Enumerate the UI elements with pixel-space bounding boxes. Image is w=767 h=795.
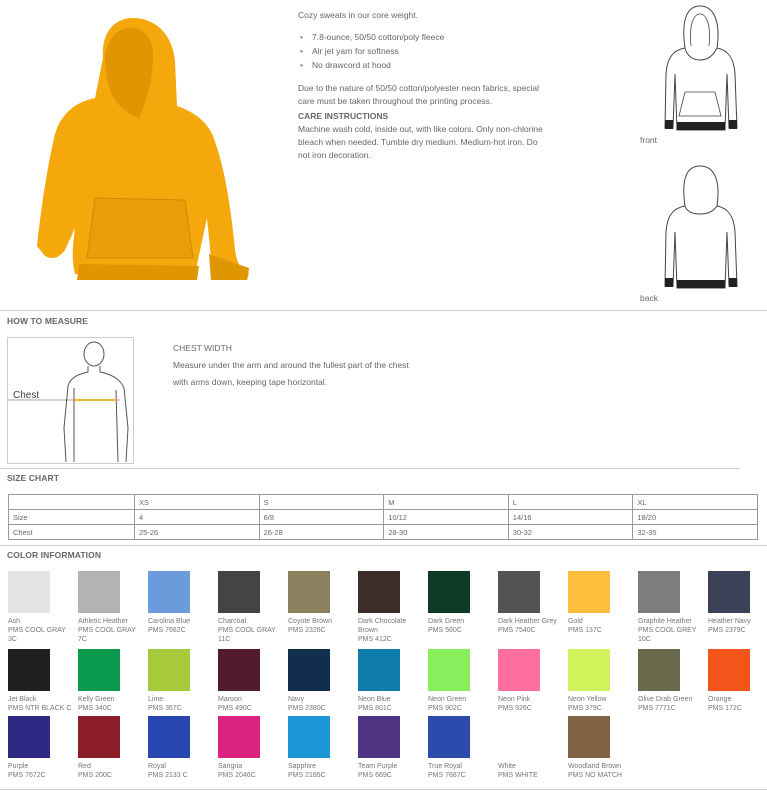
color-swatch-item bbox=[708, 649, 767, 713]
color-swatch bbox=[148, 571, 190, 613]
table-cell: 14/16 bbox=[508, 510, 633, 525]
divider bbox=[0, 468, 740, 469]
color-pms: PMS COOL GRAY 7C bbox=[78, 627, 136, 643]
color-swatch-item bbox=[148, 716, 216, 780]
color-name: Purple bbox=[8, 763, 29, 770]
color-name: Lime bbox=[148, 696, 164, 703]
color-swatch bbox=[148, 716, 190, 758]
neon-note: Due to the nature of 50/50 cotton/polyester neon fabrics, special care must be taken throughout the printing process. bbox=[298, 83, 539, 106]
color-swatch-item bbox=[288, 649, 356, 713]
color-pms: PMS 379C bbox=[568, 705, 602, 712]
color-swatch-item bbox=[148, 571, 216, 635]
color-name: Graphite Heather bbox=[638, 618, 692, 625]
color-name: Neon Green bbox=[428, 696, 467, 703]
color-swatch-item bbox=[568, 716, 636, 780]
color-pms: PMS 2133 C bbox=[148, 772, 188, 779]
color-swatch bbox=[568, 571, 610, 613]
color-pms: PMS 2380C bbox=[288, 705, 326, 712]
color-swatch bbox=[568, 649, 610, 691]
table-header-cell: XL bbox=[633, 495, 758, 510]
color-swatch-item bbox=[218, 649, 286, 713]
feature-list bbox=[298, 30, 548, 72]
color-swatch-item bbox=[498, 716, 566, 780]
color-name: Jet Black bbox=[8, 696, 37, 703]
color-swatch-item bbox=[78, 571, 146, 644]
color-pms: PMS 926C bbox=[498, 705, 532, 712]
color-name: Navy bbox=[288, 696, 304, 703]
table-cell: 6/8 bbox=[259, 510, 384, 525]
color-swatch bbox=[78, 649, 120, 691]
color-swatch bbox=[498, 649, 540, 691]
color-swatch-item bbox=[568, 571, 636, 635]
color-pms: PMS COOL GRAY 11C bbox=[218, 627, 276, 643]
color-pms: PMS 2379C bbox=[708, 627, 746, 634]
description-intro: Cozy sweats in our core weight. bbox=[298, 10, 418, 20]
back-sketch-image bbox=[663, 164, 738, 292]
color-name: Carolina Blue bbox=[148, 618, 191, 625]
color-swatch-item bbox=[568, 649, 636, 713]
color-swatch-item bbox=[708, 571, 767, 635]
color-swatch-item bbox=[428, 571, 496, 635]
color-swatch bbox=[358, 649, 400, 691]
care-title: CARE INSTRUCTIONS bbox=[298, 111, 389, 121]
feature-item: • No drawcord at hood bbox=[298, 58, 548, 72]
color-pms: PMS 200C bbox=[78, 772, 112, 779]
table-cell: 30-32 bbox=[508, 525, 633, 540]
color-name: Orange bbox=[708, 696, 732, 703]
color-swatch bbox=[638, 571, 680, 613]
chest-label: Chest bbox=[13, 390, 40, 401]
table-row bbox=[9, 510, 758, 525]
color-swatch bbox=[218, 649, 260, 691]
color-swatch bbox=[428, 571, 470, 613]
color-swatch bbox=[218, 571, 260, 613]
color-pms: PMS 412C bbox=[358, 636, 392, 643]
color-swatch-item bbox=[78, 716, 146, 780]
color-pms: PMS 902C bbox=[428, 705, 462, 712]
color-swatch-item bbox=[288, 571, 356, 635]
color-pms: PMS 7672C bbox=[8, 772, 46, 779]
color-swatch-item bbox=[218, 716, 286, 780]
color-name: True Royal bbox=[428, 763, 462, 770]
color-name: Dark Green bbox=[428, 618, 465, 625]
color-name: Woodland Brown bbox=[568, 763, 622, 770]
color-swatch-item bbox=[8, 649, 76, 713]
color-swatch bbox=[568, 716, 610, 758]
color-swatch-item bbox=[8, 571, 76, 644]
measure-instructions bbox=[173, 340, 453, 391]
color-name: White bbox=[498, 763, 516, 770]
color-swatch bbox=[148, 649, 190, 691]
table-row bbox=[9, 525, 758, 540]
table-cell: 10/12 bbox=[384, 510, 509, 525]
color-swatch-item bbox=[78, 649, 146, 713]
color-name: Sapphire bbox=[288, 763, 317, 770]
table-header-cell: S bbox=[259, 495, 384, 510]
table-header-cell bbox=[9, 495, 135, 510]
color-pms: PMS 2326C bbox=[288, 627, 326, 634]
color-pms: PMS 669C bbox=[358, 772, 392, 779]
color-pms: PMS 7682C bbox=[148, 627, 186, 634]
color-name: Royal bbox=[148, 763, 166, 770]
table-cell: 28-30 bbox=[384, 525, 509, 540]
color-name: Dark Chocolate Brown bbox=[358, 618, 407, 634]
color-name: Heather Navy bbox=[708, 618, 751, 625]
feature-item: • 7.8-ounce, 50/50 cotton/poly fleece bbox=[298, 30, 548, 44]
color-swatch bbox=[428, 716, 470, 758]
color-name: Olive Drab Green bbox=[638, 696, 693, 703]
table-header-row bbox=[9, 495, 758, 510]
color-pms: PMS 172C bbox=[708, 705, 742, 712]
color-swatch bbox=[498, 716, 540, 758]
table-cell: 4 bbox=[135, 510, 260, 525]
color-swatch bbox=[358, 571, 400, 613]
color-name: Ash bbox=[8, 618, 21, 625]
color-swatch bbox=[358, 716, 400, 758]
product-photo bbox=[35, 18, 250, 280]
color-pms: PMS 560C bbox=[428, 627, 462, 634]
table-header-cell: XS bbox=[135, 495, 260, 510]
color-swatch-item bbox=[498, 649, 566, 713]
color-swatch bbox=[638, 649, 680, 691]
measure-text-line: with arms down, keeping tape horizontal. bbox=[173, 377, 328, 387]
color-pms: PMS COOL GRAY 3C bbox=[8, 627, 66, 643]
color-swatch-item bbox=[638, 571, 706, 644]
table-header-cell: M bbox=[384, 495, 509, 510]
how-to-measure-title: HOW TO MEASURE bbox=[7, 316, 89, 326]
size-chart-title: SIZE CHART bbox=[7, 473, 59, 483]
color-swatch bbox=[498, 571, 540, 613]
color-swatch-item bbox=[428, 716, 496, 780]
color-pms: PMS 7771C bbox=[638, 705, 676, 712]
table-cell: Chest bbox=[9, 525, 135, 540]
table-cell: 32-35 bbox=[633, 525, 758, 540]
color-swatch-item bbox=[358, 649, 426, 713]
color-pms: PMS NO MATCH bbox=[568, 772, 622, 779]
measure-diagram bbox=[7, 337, 134, 464]
color-swatch bbox=[288, 571, 330, 613]
color-pms: PMS COOL GREY 10C bbox=[638, 627, 697, 643]
color-swatch bbox=[78, 571, 120, 613]
front-label: front bbox=[640, 135, 658, 145]
color-swatch bbox=[708, 649, 750, 691]
front-sketch-image bbox=[663, 4, 738, 134]
color-name: Neon Blue bbox=[358, 696, 391, 703]
color-swatch bbox=[8, 716, 50, 758]
measure-heading: CHEST WIDTH bbox=[173, 343, 232, 353]
color-swatch bbox=[288, 649, 330, 691]
color-name: Gold bbox=[568, 618, 583, 625]
color-swatch-item bbox=[8, 716, 76, 780]
color-information-title: COLOR INFORMATION bbox=[7, 550, 102, 560]
color-pms: PMS 490C bbox=[218, 705, 252, 712]
color-name: Neon Yellow bbox=[568, 696, 607, 703]
color-swatch bbox=[8, 649, 50, 691]
color-swatch-item bbox=[638, 649, 706, 713]
color-pms: PMS 137C bbox=[568, 627, 602, 634]
color-pms: PMS WHITE bbox=[498, 772, 538, 779]
table-cell: 18/20 bbox=[633, 510, 758, 525]
color-swatch-item bbox=[358, 571, 426, 644]
color-swatch bbox=[708, 571, 750, 613]
divider bbox=[0, 310, 767, 311]
table-cell: Size bbox=[9, 510, 135, 525]
size-chart-table bbox=[8, 494, 758, 540]
color-swatch-item bbox=[288, 716, 356, 780]
color-name: Maroon bbox=[218, 696, 242, 703]
product-description bbox=[298, 9, 548, 170]
color-swatch-item bbox=[428, 649, 496, 713]
color-name: Athletic Heather bbox=[78, 618, 128, 625]
color-pms: PMS 367C bbox=[148, 705, 182, 712]
color-swatch-item bbox=[148, 649, 216, 713]
color-pms: PMS 2046C bbox=[218, 772, 256, 779]
color-swatch bbox=[288, 716, 330, 758]
table-cell: 25-26 bbox=[135, 525, 260, 540]
color-swatch-item bbox=[498, 571, 566, 635]
care-text: Machine wash cold, inside out, with like colors. Only non-chlorine bleach when needed. Tumble dry medium. Medium-hot iron. Do not iron decoration. bbox=[298, 124, 543, 160]
back-label: back bbox=[640, 293, 658, 303]
color-swatch-item bbox=[218, 571, 286, 644]
color-name: Sangria bbox=[218, 763, 243, 770]
table-header-cell: L bbox=[508, 495, 633, 510]
color-pms: PMS 340C bbox=[78, 705, 112, 712]
color-name: Team Purple bbox=[358, 763, 398, 770]
color-swatch bbox=[218, 716, 260, 758]
color-pms: PMS NTR BLACK C bbox=[8, 705, 72, 712]
color-pms: PMS 7687C bbox=[428, 772, 466, 779]
divider bbox=[0, 789, 767, 790]
color-name: Neon Pink bbox=[498, 696, 531, 703]
color-swatch bbox=[428, 649, 470, 691]
color-swatch bbox=[78, 716, 120, 758]
color-swatch bbox=[8, 571, 50, 613]
feature-item: • Air jet yarn for softness bbox=[298, 44, 548, 58]
color-name: Dark Heather Grey bbox=[498, 618, 557, 625]
measure-text-line: Measure under the arm and around the fullest part of the chest bbox=[173, 360, 409, 370]
color-swatch-item bbox=[358, 716, 426, 780]
table-cell: 26-28 bbox=[259, 525, 384, 540]
color-pms: PMS 7540C bbox=[498, 627, 536, 634]
color-name: Red bbox=[78, 763, 91, 770]
color-name: Charcoal bbox=[218, 618, 247, 625]
divider bbox=[0, 545, 767, 546]
color-name: Coyote Brown bbox=[288, 618, 332, 625]
color-pms: PMS 2185C bbox=[288, 772, 326, 779]
color-pms: PMS 801C bbox=[358, 705, 392, 712]
color-name: Kelly Green bbox=[78, 696, 115, 703]
